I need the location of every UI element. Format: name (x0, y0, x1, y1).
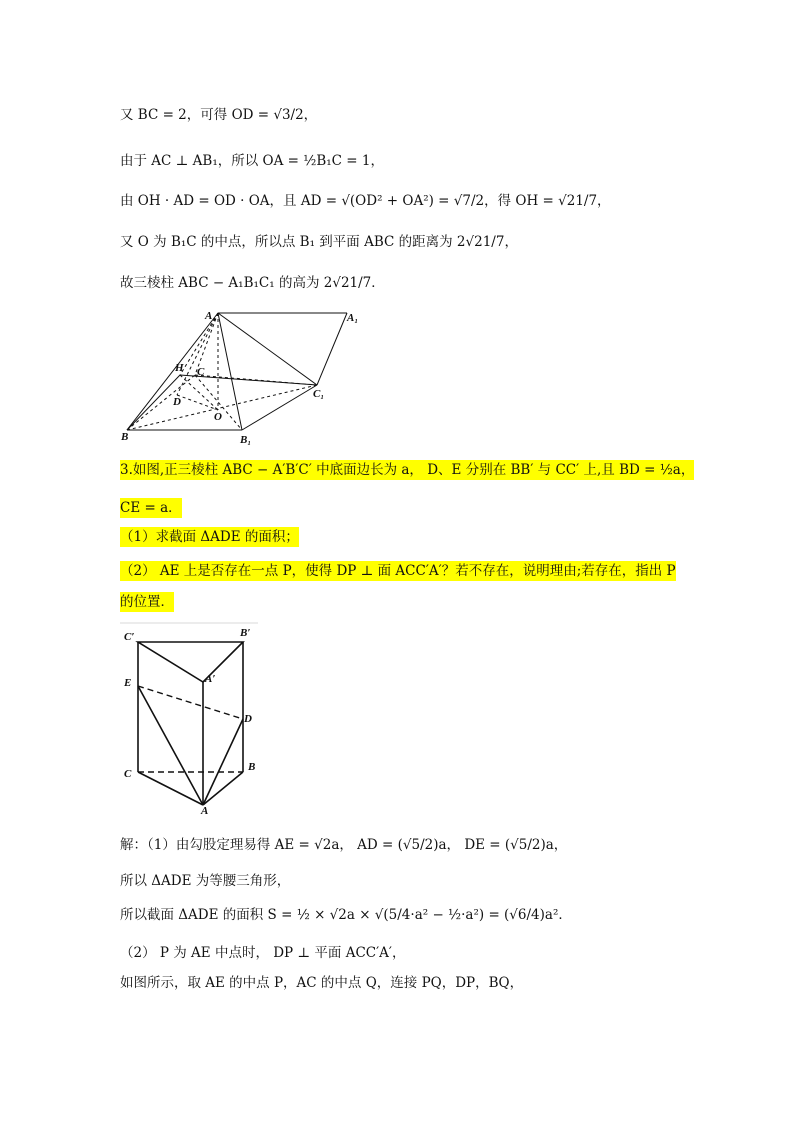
label-O: O (214, 411, 222, 423)
label-A-prime: A′ (205, 673, 216, 685)
solution-line: 所以 ΔADE 为等腰三角形， (120, 873, 291, 889)
solution-line: 解：（1）由勾股定理易得 AE = √2a， AD = (√5/2)a， DE = (√5/2)a， (120, 837, 568, 853)
text-line: 又 O 为 B₁C 的中点，所以点 B₁ 到平面 ABC 的距离为 2√21/7， (120, 234, 518, 250)
solution-line: 所以截面 ΔADE 的面积 S = ½ × √2a × √(5/4·a² − ½·a²) = (√6/4)a²． (120, 907, 572, 923)
label-B: B (248, 761, 256, 773)
label-E: E (124, 677, 132, 689)
text-line: 由 OH · AD = OD · OA，且 AD = √(OD² + OA²) = √7/2，得 OH = √21/7， (120, 193, 611, 209)
text-line: 由于 AC ⊥ AB₁，所以 OA = ½B₁C = 1， (120, 153, 384, 169)
text-line: 故三棱柱 ABC − A₁B₁C₁ 的高为 2√21/7． (120, 275, 385, 291)
problem-stem-line-1: 3.如图,正三棱柱 ABC − A′B′C′ 中底面边长为 a， D、E 分别在 BB′ 与 CC′ 上,且 BD = ½a， (120, 462, 695, 478)
prism-figure-2 (118, 622, 268, 814)
problem-stem-line-2: CE = a． (120, 500, 182, 516)
label-D: D (173, 396, 181, 408)
label-C: C (124, 768, 132, 780)
question-2-line-1: （2） AE 上是否存在一点 P，使得 DP ⊥ 面 ACC′A′？若不存在，说明理由;若存在，指出 P (120, 563, 676, 579)
label-A: A (201, 805, 209, 814)
label-A1: A₁ (347, 312, 359, 324)
label-B1: B₁ (240, 434, 252, 446)
prism-figure-1 (115, 305, 375, 450)
label-D: D (244, 713, 252, 725)
label-C1: C₁ (313, 388, 325, 400)
label-H: H (175, 362, 184, 374)
label-C: C (197, 366, 205, 378)
question-1: （1）求截面 ΔADE 的面积； (120, 529, 299, 545)
label-A: A (205, 310, 213, 322)
solution-line: 如图所示，取 AE 的中点 P，AC 的中点 Q，连接 PQ，DP，BQ， (120, 975, 524, 991)
label-B-prime: B′ (240, 627, 251, 639)
text-line: 又 BC = 2，可得 OD = √3/2， (120, 107, 318, 123)
label-B: B (121, 431, 129, 443)
question-2-line-2: 的位置． (120, 594, 174, 610)
solution-line: （2） P 为 AE 中点时， DP ⊥ 平面 ACC′A′， (120, 945, 406, 961)
label-C-prime: C′ (124, 631, 135, 643)
